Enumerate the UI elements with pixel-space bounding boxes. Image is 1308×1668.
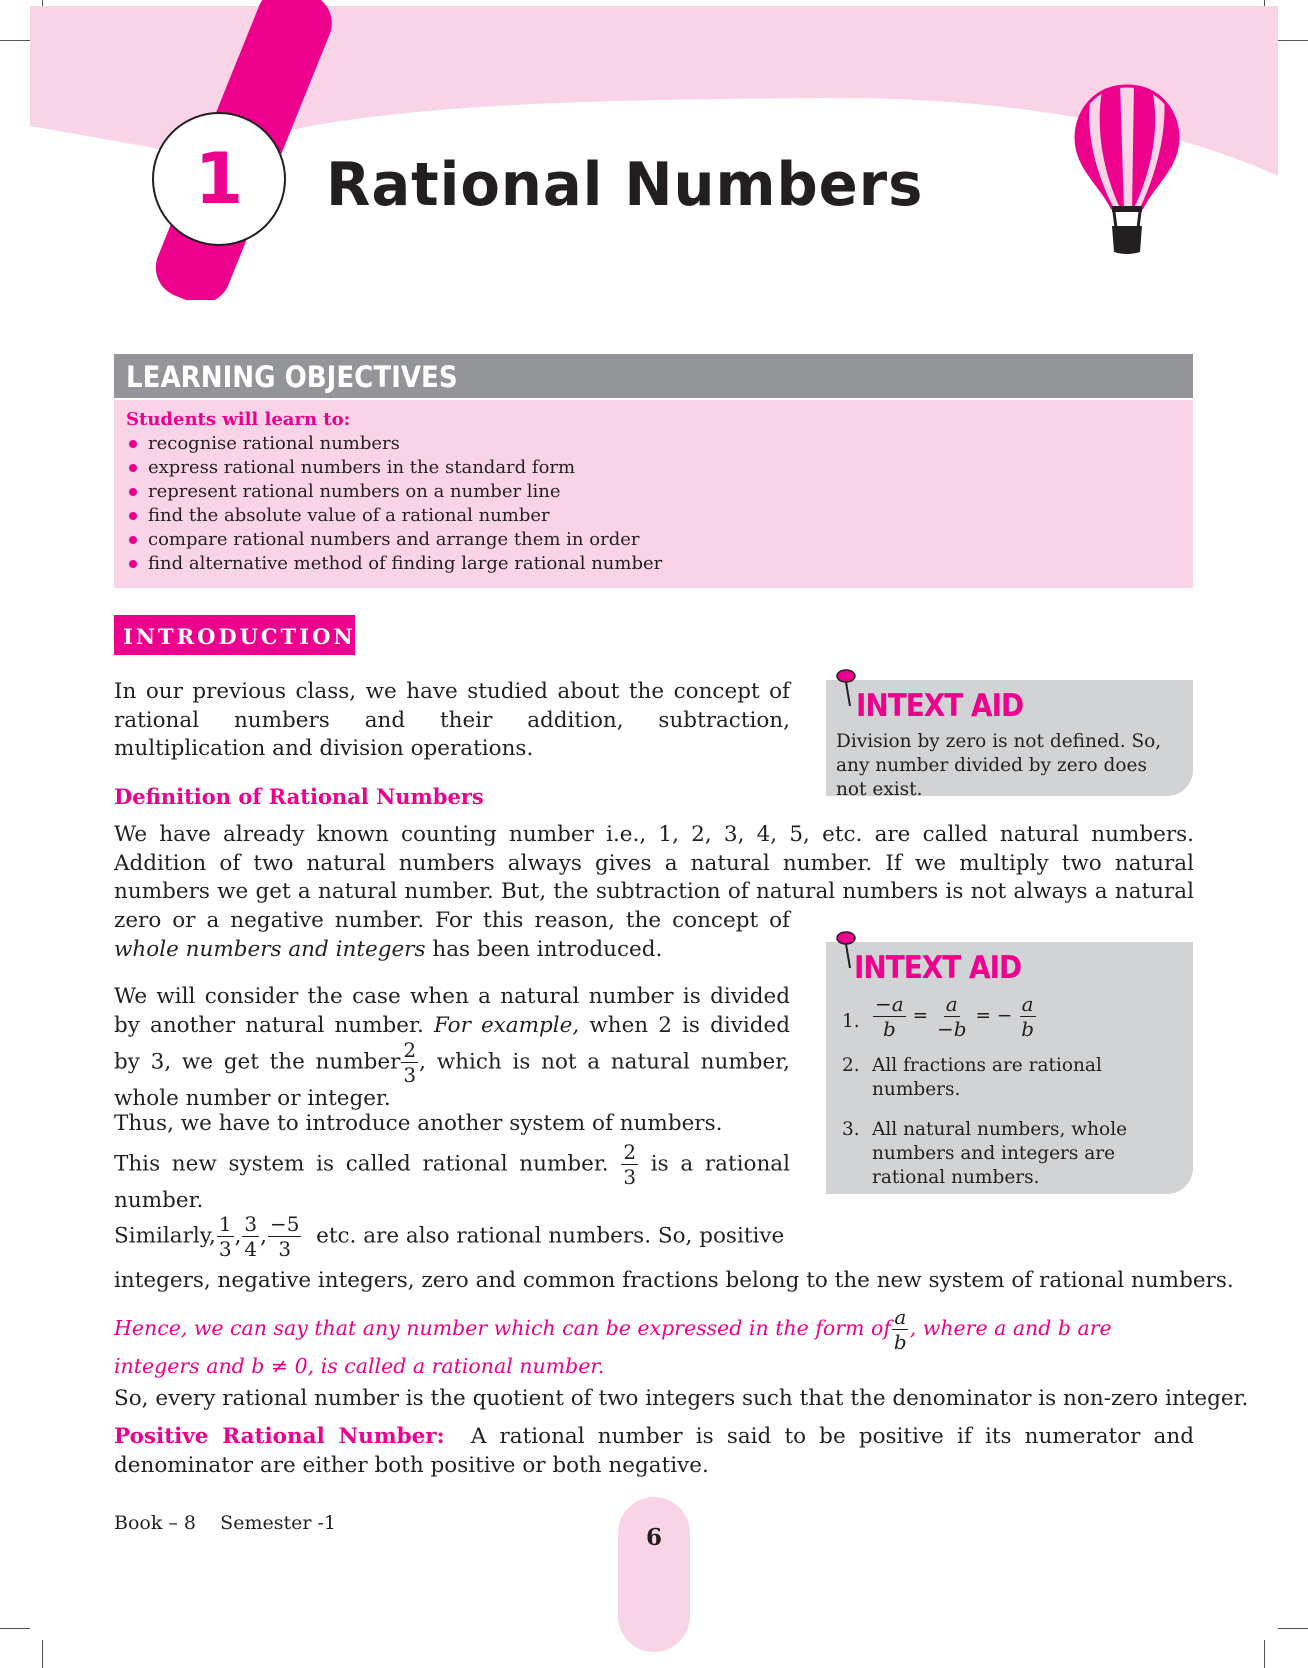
definition-heading: Definition of Rational Numbers <box>114 784 484 809</box>
intext-aid-box-2 <box>826 942 1193 1194</box>
rational-number-paragraph <box>114 1142 790 1216</box>
para3-text-c: , which is not a natural number, whole number or integer. <box>114 1049 790 1111</box>
fraction: $\frac{a}{b}$ <box>1021 992 1035 1041</box>
fraction-a-over-b: $\frac{a}{b}$ <box>893 1305 907 1354</box>
page-number: 6 <box>645 1524 662 1551</box>
pin-icon <box>836 668 866 708</box>
list-item <box>834 1054 1185 1102</box>
natural-numbers-paragraph-end <box>114 907 790 964</box>
pin-icon <box>836 930 866 970</box>
chapter-number-circle <box>152 112 286 246</box>
footer-book-info: Book – 8 Semester -1 <box>114 1512 336 1534</box>
fraction: $\frac{1}{3}$ <box>218 1212 232 1261</box>
new-system-paragraph: Thus, we have to introduce another system of numbers. <box>114 1111 723 1136</box>
list-item: recognise rational numbers <box>124 432 1183 456</box>
list-item: find alternative method of finding large rational number <box>124 552 1183 576</box>
fraction-two-thirds: $\frac{2}{3}$ <box>403 1038 417 1087</box>
learning-objectives-heading: LEARNING OBJECTIVES <box>114 354 1193 398</box>
natural-numbers-paragraph-top <box>114 821 1194 907</box>
para3-text-b: when 2 is divided by 3, we get the number <box>114 1012 790 1075</box>
equals-sign: = <box>912 1005 929 1027</box>
whole-numbers-italic: whole numbers and integers <box>114 936 426 962</box>
list-item <box>834 994 1185 1050</box>
similarly-text-b: etc. are also rational numbers. So, positive <box>316 1223 785 1249</box>
quotient-paragraph: So, every rational number is the quotient of two integers such that the denominator is non-zero integer. <box>114 1386 1249 1411</box>
fraction: $\frac{-5}{3}$ <box>270 1212 300 1261</box>
natural-numbers-text: We have already known counting number i.e., 1, 2, 3, 4, 5, etc. are called natural numbers. Addition of two natural numbers always gives a natural number. If we multiply two natural numbers we get a natural number. But, the subtraction of natural numbers is not always a natural <box>114 822 1194 904</box>
item-number: 2. <box>842 1055 860 1076</box>
item-number: 1. <box>842 1011 860 1032</box>
fraction-two-thirds: $\frac{2}{3}$ <box>623 1140 637 1189</box>
crop-mark <box>42 1640 43 1668</box>
list-item: find the absolute value of a rational number <box>124 504 1183 528</box>
crop-mark <box>1264 1640 1265 1668</box>
introduction-label: INTRODUCTION <box>114 615 355 655</box>
list-item: represent rational numbers on a number line <box>124 480 1183 504</box>
learning-objectives-list <box>124 432 1183 576</box>
intext-aid-title-2: INTEXT AID <box>854 950 1022 986</box>
positive-rational-text: A rational number is said to be positive if its numerator and denominator are either both positive or both negative. <box>114 1424 1194 1478</box>
crop-mark <box>1278 1628 1308 1629</box>
list-item: express rational numbers in the standard form <box>124 456 1183 480</box>
definition-text: Hence, we can say that any number which can be expressed in the form of <box>114 1316 891 1340</box>
page-number-tab <box>618 1497 690 1652</box>
fraction: $\frac{3}{4}$ <box>244 1212 258 1261</box>
natural-numbers-text-end: zero or a negative number. For this reason, the concept of <box>114 908 790 933</box>
para5-text-b: is a rational number. <box>114 1151 790 1213</box>
definition-text-b: , where a and b are integers and b ≠ 0, is called a rational number. <box>114 1316 1112 1378</box>
definition-statement <box>114 1307 1194 1380</box>
chapter-title: Rational Numbers <box>326 150 924 220</box>
para5-text: This new system is called rational number. <box>114 1151 609 1177</box>
equals-minus-sign: = − <box>975 1005 1013 1027</box>
division-paragraph <box>114 983 790 1114</box>
intext-aid-text: Division by zero is not defined. So, any number divided by zero does not exist. <box>836 731 1162 800</box>
integers-paragraph: integers, negative integers, zero and common fractions belong to the new system of rational numbers. <box>114 1268 1234 1293</box>
list-item: compare rational numbers and arrange them in order <box>124 528 1183 552</box>
learning-objectives-subheading: Students will learn to: <box>126 409 351 430</box>
similarly-text: Similarly, <box>114 1223 216 1249</box>
para3-text: We will consider the case when a natural number is divided by another natural number. <box>114 984 790 1038</box>
intro-paragraph: In our previous class, we have studied about the concept of rational numbers and their addition, subtraction, multiplication and division operations. <box>114 679 790 761</box>
intext-aid-title: INTEXT AID <box>856 688 1024 724</box>
for-example-italic: For example, <box>433 1012 580 1038</box>
positive-rational-paragraph <box>114 1423 1194 1480</box>
item-text: All fractions are rational numbers. <box>872 1055 1102 1100</box>
para2-end: has been introduced. <box>432 936 663 962</box>
chapter-number: 1 <box>194 138 244 220</box>
item-number: 3. <box>842 1119 860 1140</box>
crop-mark <box>0 1628 30 1629</box>
intext-aid-box <box>826 680 1193 800</box>
intext-aid-list <box>834 994 1185 1190</box>
item-text: All natural numbers, whole numbers and integers are rational numbers. <box>872 1119 1128 1188</box>
learning-objectives-box <box>114 400 1193 588</box>
positive-rational-label: Positive Rational Number: <box>114 1424 445 1449</box>
similarly-paragraph <box>114 1214 894 1259</box>
fraction: $\frac{a}{-b}$ <box>936 992 967 1041</box>
comma: , <box>234 1223 242 1249</box>
fraction: $\frac{-a}{b}$ <box>875 992 904 1041</box>
comma: , <box>260 1223 267 1249</box>
list-item <box>834 1118 1185 1190</box>
hot-air-balloon-icon <box>1072 82 1182 258</box>
